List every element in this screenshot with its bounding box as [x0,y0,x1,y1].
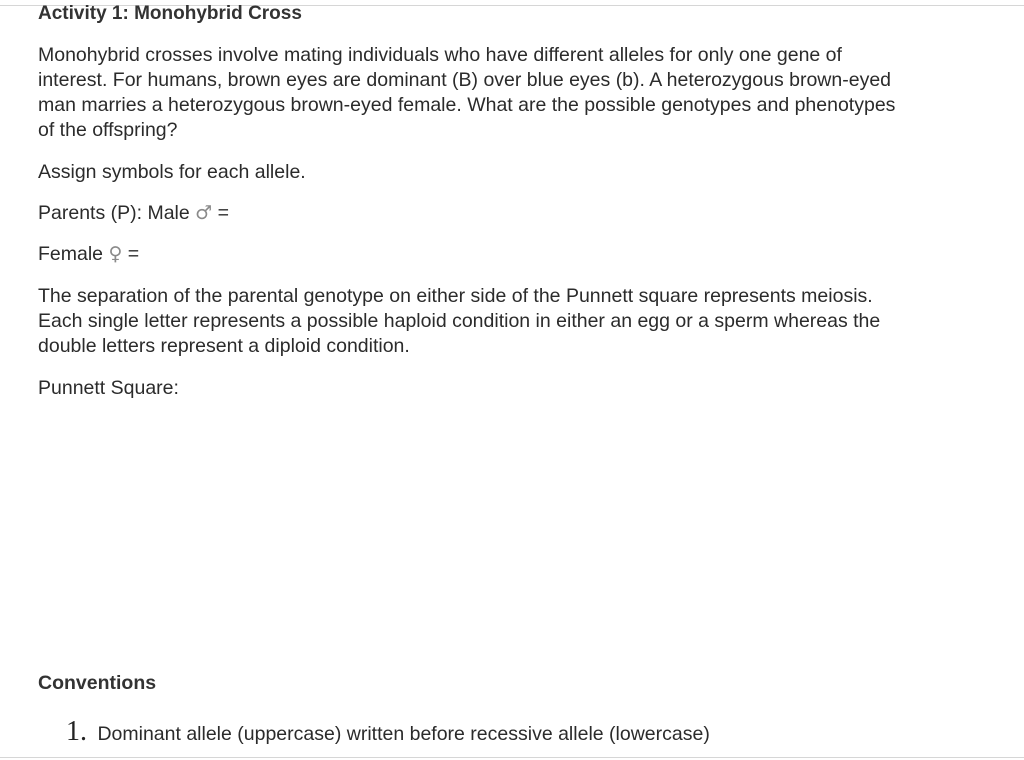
separation-line: double letters represent a diploid condition. [38,335,410,357]
activity-title: Activity 1: Monohybrid Cross [38,3,302,24]
parents-male-line [38,201,996,226]
separation-line: The separation of the parental genotype on either side of the Punnett square represents meiosis. [38,285,873,307]
bottom-divider [0,757,1024,758]
punnett-square-label: Punnett Square: [38,377,179,399]
conventions-heading: Conventions [38,672,157,694]
intro-line: man marries a heterozygous brown-eyed female. What are the possible genotypes and phenotypes [38,94,896,116]
intro-line: of the offspring? [38,119,178,141]
parents-male-equals: = [217,202,229,224]
intro-line: interest. For humans, brown eyes are dominant (B) over blue eyes (b). A heterozygous brown-eyed [38,69,892,91]
separation-line: Each single letter represents a possible haploid condition in either an egg or a sperm whereas the [38,310,881,332]
list-item [66,716,710,748]
assign-symbols-text: Assign symbols for each allele. [38,161,306,183]
female-symbol-icon: ♀ [108,243,123,265]
intro-line: Monohybrid crosses involve mating individuals who have different alleles for only one gene of [38,44,842,66]
list-item-number: 1. [66,716,87,747]
intro-paragraph [38,43,996,143]
male-symbol-icon: ♂ [195,202,213,224]
parents-female-equals: = [127,243,140,265]
separation-paragraph [38,284,996,359]
parents-female-label: Female [38,243,104,265]
parents-female-line [38,242,996,267]
list-item-text: Dominant allele (uppercase) written before recessive allele (lowercase) [97,723,710,745]
parents-male-label: Parents (P): Male [38,202,190,224]
conventions-list [66,716,710,748]
